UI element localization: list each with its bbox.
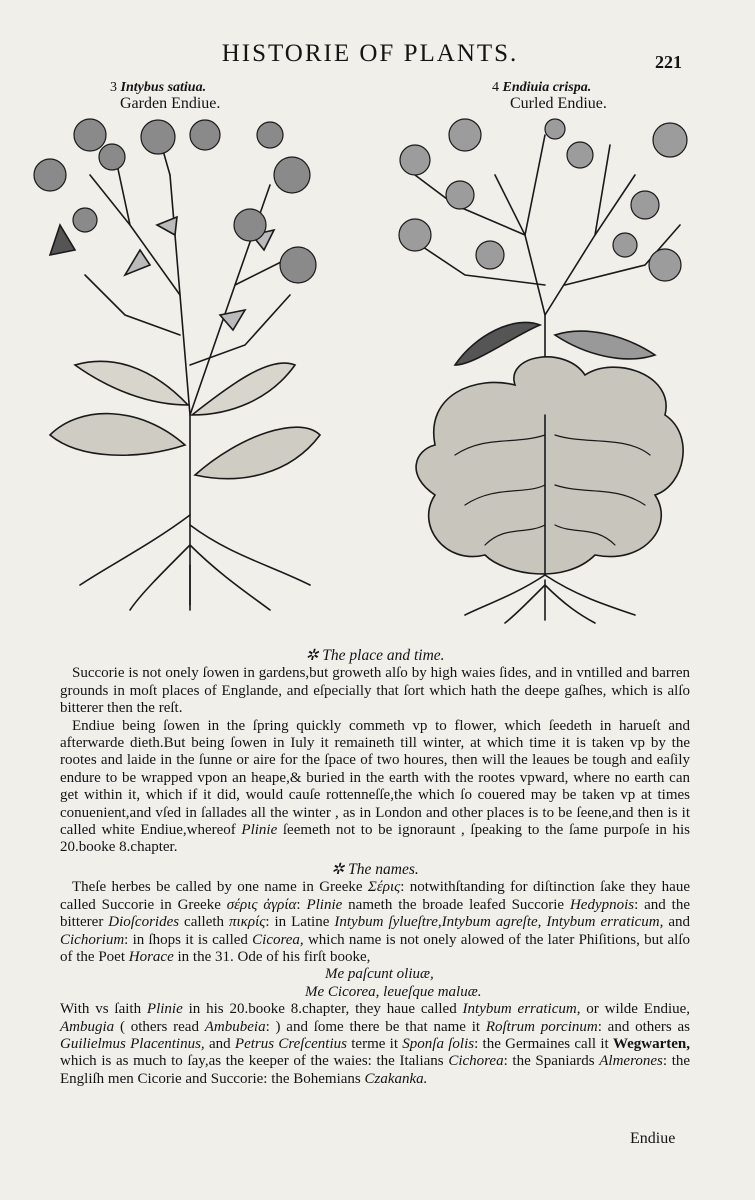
names-text-3: :	[296, 896, 301, 913]
paragraph-place-2-end: ſeemeth not to be ignoraunt , ſpeaking to the ſame purpoſe in his 20.booke 8.chapter.	[60, 822, 690, 856]
name-hedypnois: Hedypnois	[569, 896, 635, 913]
section-heading-place-and-time: ✲ The place and time.	[305, 647, 445, 664]
names-text-9: : in ſhops it is called	[124, 931, 248, 948]
names2-text-2: in his 20.booke 8.chapter, they haue called	[188, 1001, 457, 1018]
paragraph-names-2	[60, 1001, 690, 1088]
name-guilielmus-placentinus: Guilielmus Placentinus,	[60, 1035, 205, 1052]
name-cichorea: Cichorea	[448, 1053, 504, 1070]
names-text-11: in the 31. Ode of his firſt booke,	[177, 948, 371, 965]
names2-text-4: ( others read	[119, 1018, 199, 1035]
figure-3-number: 3	[110, 80, 117, 95]
names2-text-10: which is as much to ſay,as the keeper of the waies: the Italians	[60, 1053, 444, 1070]
names2-text-5: : ) and ſome there be that name it	[265, 1018, 481, 1035]
name-cichorium: Cichorium	[60, 931, 125, 948]
verse-line-2: Me Cicorea, leueſque maluæ.	[305, 983, 482, 1000]
names2-text-9: : the Germaines call it	[474, 1035, 609, 1052]
curled-endive-illustration	[395, 115, 705, 625]
name-petrus-crescentius: Petrus Creſcentius	[234, 1035, 347, 1052]
figure-4-latin-name: Endiuia crispa.	[502, 80, 592, 95]
running-head: HISTORIE OF PLANTS.	[221, 40, 519, 67]
figure-3-common-name: Garden Endiue.	[120, 95, 221, 112]
names-text-10: which name is not onely alowed of the later Phiſitions, but alſo of the Poet	[60, 931, 690, 965]
greek-word-pikris: πικρίς	[228, 914, 266, 931]
verse-line-1: Me paſcunt oliuæ,	[325, 966, 434, 983]
figure-3-caption	[110, 80, 220, 113]
body-text	[60, 645, 690, 1088]
names-text-4: nameth the broade leafed Succorie	[348, 896, 565, 913]
name-horace: Horace	[128, 948, 174, 965]
figure-4-number: 4	[492, 80, 499, 95]
figure-4-common-name: Curled Endiue.	[510, 95, 607, 112]
names2-text-8: terme it	[351, 1035, 399, 1052]
greek-word-seris: Σέρις	[367, 879, 401, 896]
name-plinie-3: Plinie	[146, 1001, 183, 1018]
names2-text-3: , or wilde Endiue,	[576, 1001, 691, 1018]
names-text-2: : notwithſtanding for diſtinction ſake they haue called Succorie in Greeke	[60, 879, 690, 913]
names-text-7: : in Latine	[265, 914, 330, 931]
greek-word-seris-agria: σέρις ἀγρία	[226, 896, 297, 913]
section-heading-names: ✲ The names.	[331, 860, 419, 878]
paragraph-place-2	[60, 718, 690, 857]
figure-3-latin-name: Intybus satiua.	[120, 80, 207, 95]
names-text-8: and	[668, 914, 690, 931]
name-czakanka: Czakanka.	[364, 1070, 428, 1087]
names2-text-6: : and others as	[597, 1018, 691, 1035]
name-dioscorides: Dioſcorides	[108, 914, 180, 931]
name-almerones: Almerones	[599, 1053, 663, 1070]
name-plinie: Plinie	[241, 822, 278, 839]
names-text-1: Theſe herbes be called by one name in Greeke	[72, 879, 363, 896]
names-text-5: : and the bitterer	[60, 896, 691, 931]
name-sponsa-solis: Sponſa ſolis	[402, 1035, 475, 1052]
paragraph-names-1	[60, 879, 690, 966]
latin-names-list: Intybum ſylueſtre,Intybum agreſte, Intybum erraticum,	[334, 914, 664, 931]
names-text-6: calleth	[184, 914, 225, 931]
catchword: Endiue	[630, 1130, 676, 1147]
figure-4-caption	[492, 80, 607, 113]
paragraph-place-2-text: Endiue being ſowen in the ſpring quickly commeth vp to flower, which ſeedeth in harueſt and afterwarde dieth.But being ſowen in Iuly it remaineth till winter, at which time it is taken vp by the rootes and laide in the ſunne or aire for the ſpace of two houres, then will the leaues be tough and eaſily endure to be wrapped vpon an heape,& buried in the earth with the rootes vpward, where no earth can get within it, which if it did, would cauſe rottenneſſe,the which ſo couered may be taken vp at times conuenient,and vſed in ſallades all the winter , as in London and other places is to be ſeene,and then is it called white Endiue,whereof	[60, 717, 690, 839]
paragraph-place-1: Succorie is not onely ſowen in gardens,but groweth alſo by high waies ſides, and in vntilled and barren grounds in moſt places of Englande, and eſpecially that ſort which hath the deepe gaſhes, which is alſo bitterer then the reſt.	[60, 665, 690, 717]
name-intybum-erraticum: Intybum erraticum	[462, 1001, 577, 1018]
garden-endive-illustration	[30, 115, 350, 615]
name-ambugia: Ambugia	[60, 1018, 115, 1035]
names2-text-12: : the Engliſh men Cicorie and Succorie: the Bohemians	[60, 1053, 691, 1087]
names2-text-1: With vs ſaith	[60, 1001, 142, 1018]
page-number: 221	[655, 52, 682, 72]
name-cicorea: Cicorea,	[252, 931, 304, 948]
name-wegwarten: Wegwarten,	[612, 1035, 691, 1052]
names2-text-7: and	[208, 1035, 231, 1052]
name-ambubeia: Ambubeia	[204, 1018, 266, 1035]
name-rostrum-porcinum: Roſtrum porcinum	[485, 1018, 598, 1035]
names2-text-11: : the Spaniards	[503, 1053, 595, 1070]
name-plinie-2: Plinie	[306, 896, 343, 913]
